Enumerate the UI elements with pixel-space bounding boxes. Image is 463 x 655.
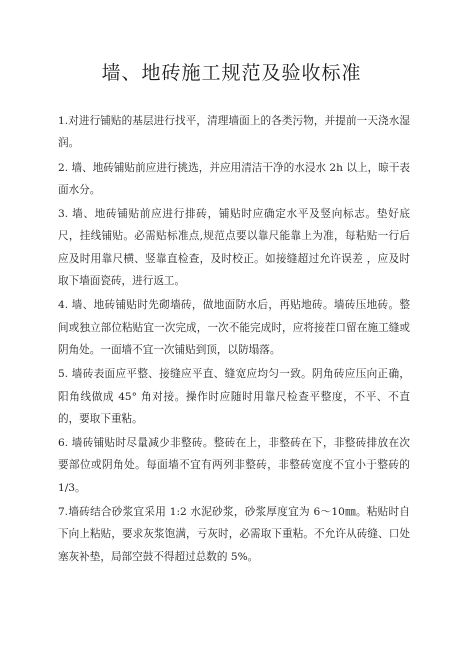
paragraph-2: 2. 墙、地砖铺贴前应进行挑选，并应用清洁干净的水浸水 2h 以上，晾干表面水分。 bbox=[58, 161, 410, 196]
paragraph-7: 7.墙砖结合砂浆宜采用 1:2 水泥砂浆，砂浆厚度宜为 6～10㎜。粘贴时自下向上粘贴，要求灰浆饱满，亏灰时，必需取下重粘。不允许从砖缝、口处塞灰补垫，局部空鼓不得超过总数的 5%。 bbox=[58, 506, 410, 563]
paragraph-5: 5. 墙砖表面应平整、接缝应平直、缝宽应均匀一致。阴角砖应压向正确，阳角线做成 45° 角对接。操作时应随时用靠尺检查平整度，不平、不直的，要取下重粘。 bbox=[58, 368, 410, 425]
document-title: 墙、地砖施工规范及验收标准 bbox=[101, 62, 362, 84]
paragraph-3: 3. 墙、地砖铺贴前应进行排砖，铺贴时应确定水平及竖向标志。垫好底尺，挂线铺贴。必需贴标准点,规范点要以靠尺能靠上为准，每粘贴一行后应及时用靠尺横、竖靠直检查，及时校正。如接缝超过允许误差 ，应及时取下墙面瓷砖，进行返工。 bbox=[58, 208, 410, 288]
paragraph-1: 1.对进行铺贴的基层进行找平，清理墙面上的各类污物，并提前一天浇水湿润。 bbox=[58, 115, 410, 150]
paragraph-4: 4. 墙、地砖铺贴时先砌墙砖，做地面防水后，再贴地砖。墙砖压地砖。整间或独立部位粘贴宜一次完成，一次不能完成时，应将接茬口留在施工缝或阴角处。一面墙不宜一次铺贴到顶，以防塌落。 bbox=[58, 299, 410, 356]
document-body bbox=[58, 110, 410, 570]
paragraph-6: 6. 墙砖铺贴时尽量减少非整砖。整砖在上，非整砖在下，非整砖排放在次要部位或阴角处。每面墙不宜有两列非整砖，非整砖宽度不宜小于整砖的 1/3。 bbox=[58, 437, 410, 494]
